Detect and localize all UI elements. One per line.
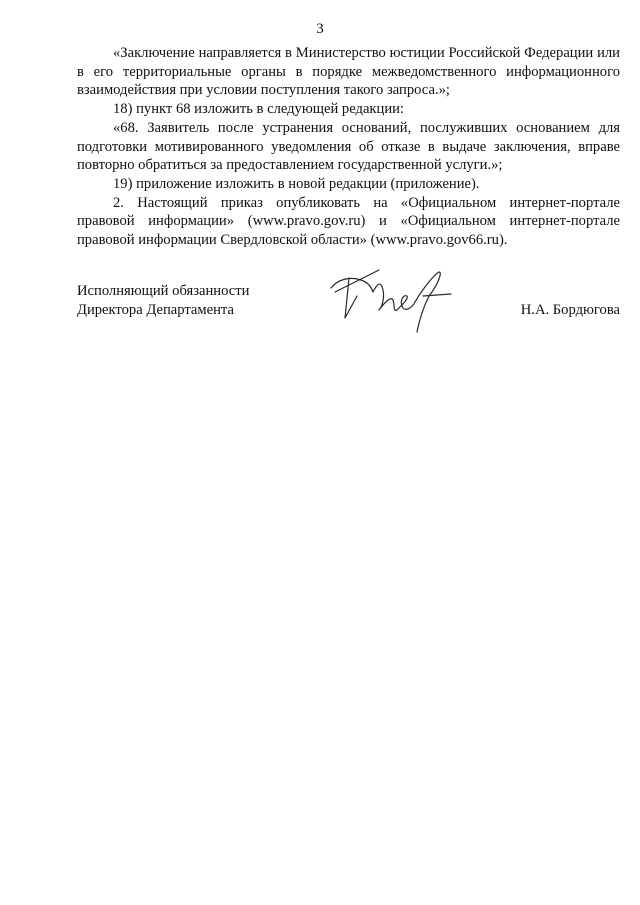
document-body [77, 44, 620, 250]
paragraph-publication: 2. Настоящий приказ опубликовать на «Официальном интернет-портале правовой информации» (www.pravo.gov.ru) и «Официальном интернет-портале правовой информации Свердловской области» (www.pravo.gov66.ru). [77, 194, 620, 249]
signatory-title-line-2: Директора Департамента [77, 301, 234, 318]
paragraph-conclusion-sent: «Заключение направляется в Министерство юстиции Российской Федерации или в его территориальные органы в порядке межведомственного информационного взаимодействия при условии поступления такого запроса.»; [77, 45, 620, 99]
signatory-name: Н.А. Бордюгова [520, 301, 620, 318]
handwritten-signature [327, 266, 467, 336]
signatory-title [77, 282, 249, 319]
page-number: 3 [316, 21, 324, 37]
signature-block [77, 282, 620, 342]
paragraph-point-68: «68. Заявитель после устранения оснований, послуживших основанием для подготовки мотивированного уведомления об отказе в выдаче заключения, вправе повторно обратиться за предоставлением государственной услуги.»; [77, 119, 620, 174]
paragraph-item-19: 19) приложение изложить в новой редакции (приложение). [113, 175, 480, 192]
signatory-title-line-1: Исполняющий обязанности [77, 283, 250, 299]
paragraph-item-18: 18) пункт 68 изложить в следующей редакции: [113, 101, 404, 118]
